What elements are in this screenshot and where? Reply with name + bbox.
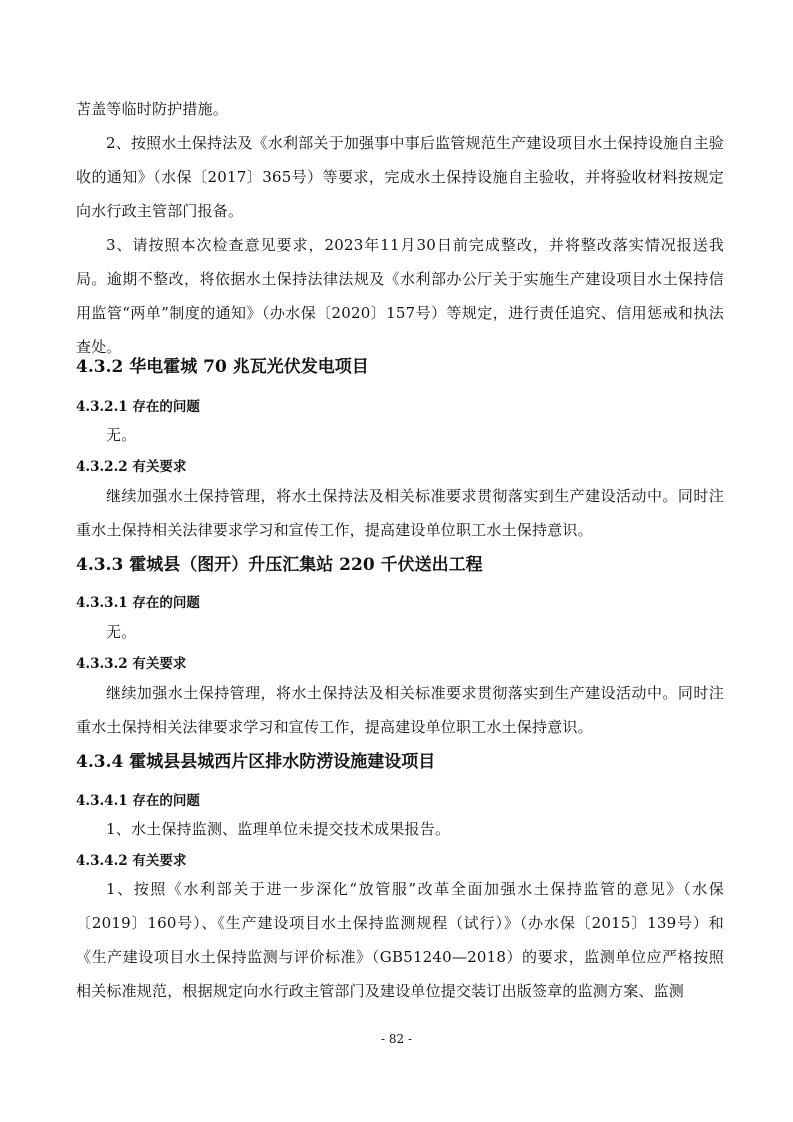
subheading-4-3-4-1: 4.3.4.1 存在的问题 [76, 793, 200, 809]
paragraph-item-2: 2、按照水土保持法及《水利部关于加强事中事后监管规范生产建设项目水土保持设施自主验收的通知》（水保〔2017〕365号）等要求，完成水土保持设施自主验收，并将验收材料按规定向水行政主管部门报备。 [76, 134, 724, 220]
section-heading-4-3-2: 4.3.2 华电霍城 70 兆瓦光伏发电项目 [76, 357, 369, 377]
paragraph-4-3-3-1: 无。 [106, 623, 137, 641]
paragraph-4-3-4-2: 1、按照《水利部关于进一步深化“放管服”改革全面加强水土保持监管的意见》（水保〔2019〕160号）、《生产建设项目水土保持监测规程（试行）》（办水保〔2015〕139号）和《生产建设项目水土保持监测与评价标准》（GB51240—2018）的要求，监测单位应严格按照相关标准规范，根据规定向水行政主管部门及建设单位提交装订出版签章的监测方案、监测 [76, 880, 724, 1000]
paragraph-item-3: 3、请按照本次检查意见要求，2023年11月30日前完成整改，并将整改落实情况报送我局。逾期不整改，将依据水土保持法律法规及《水利部办公厅关于实施生产建设项目水土保持信用监管“两单”制度的通知》（办水保〔2020〕157号）等规定，进行责任追究、信用惩戒和执法查处。 [76, 236, 724, 356]
paragraph-4-3-2-2: 继续加强水土保持管理，将水土保持法及相关标准要求贯彻落实到生产建设活动中。同时注重水土保持相关法律要求学习和宣传工作，提高建设单位职工水土保持意识。 [76, 487, 724, 539]
paragraph-4-3-4-1: 1、水土保持监测、监理单位未提交技术成果报告。 [106, 820, 451, 838]
section-heading-4-3-3: 4.3.3 霍城县（图开）升压汇集站 220 千伏送出工程 [76, 555, 483, 575]
section-heading-4-3-4: 4.3.4 霍城县县城西片区排水防涝设施建设项目 [76, 752, 436, 772]
subheading-4-3-2-1: 4.3.2.1 存在的问题 [76, 399, 200, 415]
page-number: - 82 - [380, 1032, 412, 1046]
subheading-4-3-3-1: 4.3.3.1 存在的问题 [76, 595, 200, 611]
paragraph-4-3-3-2: 继续加强水土保持管理，将水土保持法及相关标准要求贯彻落实到生产建设活动中。同时注重水土保持相关法律要求学习和宣传工作，提高建设单位职工水土保持意识。 [76, 684, 724, 736]
subheading-4-3-3-2: 4.3.3.2 有关要求 [76, 656, 187, 672]
paragraph-continuation: 苫盖等临时防护措施。 [76, 100, 229, 118]
subheading-4-3-4-2: 4.3.4.2 有关要求 [76, 853, 187, 869]
subheading-4-3-2-2: 4.3.2.2 有关要求 [76, 459, 187, 475]
paragraph-4-3-2-1: 无。 [106, 426, 137, 444]
